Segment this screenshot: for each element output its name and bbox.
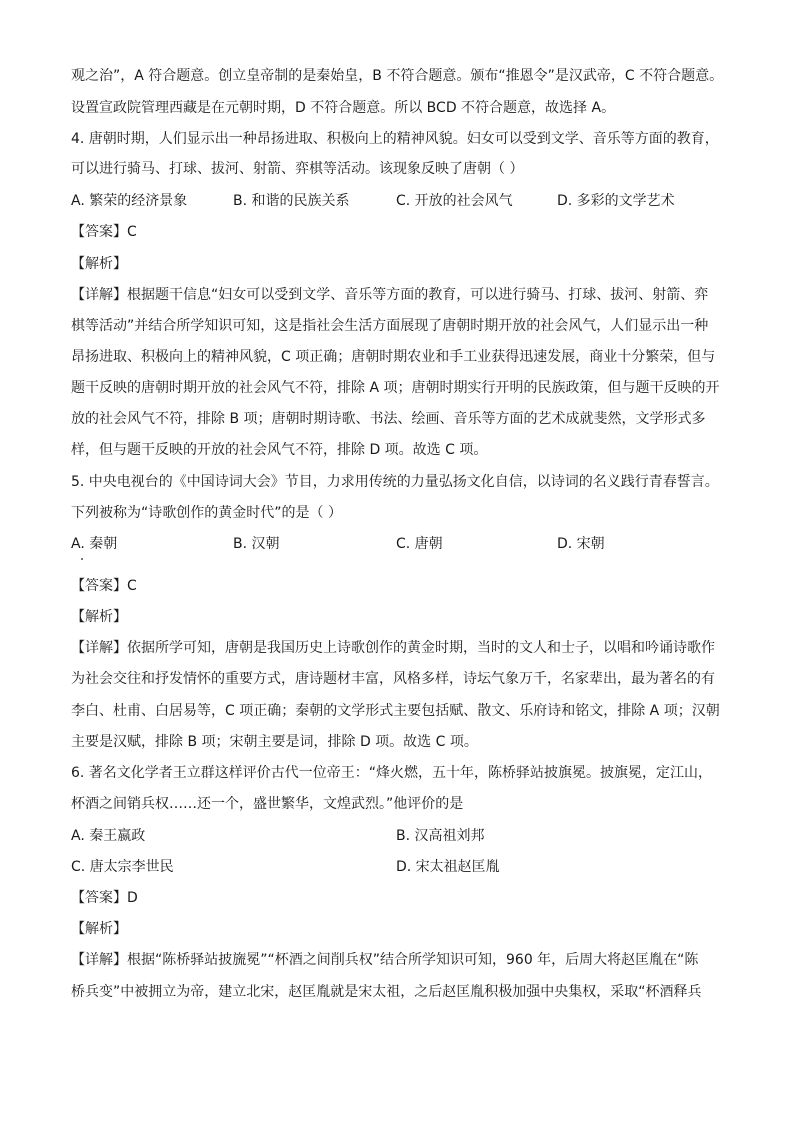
q4-option-d: D. 多彩的文学艺术 [557, 193, 675, 209]
q6-answer: 【答案】D [71, 890, 138, 906]
q6-detail-line: 桥兵变”中被拥立为帝，建立北宋，赵匡胤就是宋太祖，之后赵匡胤积极加强中央集权，采取“杯酒释兵 [71, 984, 702, 1000]
q5-detail-line: 李白、杜甫、白居易等，C 项正确；秦朝的文学形式主要包括赋、散文、乐府诗和铭文，排除 A 项；汉朝 [71, 703, 720, 719]
question-5-stem-cont: 下列被称为“诗歌创作的黄金时代”的是（ ） [71, 505, 342, 521]
question-6-stem: 6. 著名文化学者王立群这样评价古代一位帝王：“烽火燃，五十年，陈桥驿站披旗冕。披旗冕，定江山， [71, 765, 713, 781]
q5-option-c: C. 唐朝 [396, 536, 443, 552]
q5-option-a: A. 秦朝 [71, 536, 118, 552]
paragraph-line: 设置宣政院管理西藏是在元朝时期，D 不符合题意。所以 BCD 不符合题意，故选择 A。 [71, 100, 616, 116]
q4-detail-line: 放的社会风气不符，排除 B 项；唐朝时期诗歌、书法、绘画、音乐等方面的艺术成就斐然，文学形式多 [71, 411, 706, 427]
q6-option-a: A. 秦王嬴政 [71, 828, 146, 844]
q4-detail-line: 题干反映的唐朝时期开放的社会风气不符，排除 A 项；唐朝时期实行开明的民族政策，但与题干反映的开 [71, 380, 720, 396]
stray-dot-mark [81, 558, 83, 560]
q4-answer: 【答案】C [71, 224, 137, 240]
q4-analysis-label: 【解析】 [71, 256, 127, 272]
q4-option-b: B. 和谐的民族关系 [233, 193, 350, 209]
q4-detail-line: 昂扬进取、积极向上的精神风貌，C 项正确；唐朝时期农业和手工业获得迅速发展，商业十分繁荣，但与 [71, 349, 716, 365]
q5-analysis-label: 【解析】 [71, 609, 127, 625]
q6-detail-line: 【详解】根据“陈桥驿站披旒冕”“杯酒之间削兵权”结合所学知识可知，960 年，后周大将赵匡胤在“陈 [71, 952, 699, 968]
q5-answer: 【答案】C [71, 578, 137, 594]
paragraph-line: 观之治”，A 符合题意。创立皇帝制的是秦始皇，B 不符合题意。颁布“推恩令”是汉武帝，C 不符合题意。 [71, 68, 724, 84]
q6-analysis-label: 【解析】 [71, 921, 127, 937]
q4-detail-line: 棋等活动”并结合所学知识可知，这是指社会生活方面展现了唐朝时期开放的社会风气，人们显示出一种 [71, 318, 709, 334]
q6-option-b: B. 汉高祖刘邦 [396, 828, 485, 844]
q5-option-d: D. 宋朝 [557, 536, 605, 552]
q5-detail-line: 【详解】依据所学可知，唐朝是我国历史上诗歌创作的黄金时期，当时的文人和士子，以唱和吟诵诗歌作 [71, 640, 715, 656]
question-4-stem: 4. 唐朝时期，人们显示出一种昂扬进取、积极向上的精神风貌。妇女可以受到文学、音乐等方面的教育， [71, 131, 719, 147]
q5-detail-line: 主要是汉赋，排除 B 项；宋朝主要是词，排除 D 项。故选 C 项。 [71, 734, 478, 750]
q5-option-b: B. 汉朝 [233, 536, 280, 552]
q4-option-c: C. 开放的社会风气 [396, 193, 513, 209]
q6-option-c: C. 唐太宗李世民 [71, 859, 174, 875]
question-5-stem: 5. 中央电视台的《中国诗词大会》节目，力求用传统的力量弘扬文化自信，以诗词的名义践行青春誓言。 [71, 474, 719, 490]
question-6-stem-cont: 杯酒之间销兵权……还一个，盛世繁华，文煌武烈。”他评价的是 [71, 796, 464, 812]
q6-option-d: D. 宋太祖赵匡胤 [396, 859, 500, 875]
q4-detail-line: 【详解】根据题干信息“妇女可以受到文学、音乐等方面的教育，可以进行骑马、打球、拔河、射箭、弈 [71, 287, 709, 303]
q4-detail-line: 样，但与题干反映的开放的社会风气不符，排除 D 项。故选 C 项。 [71, 442, 488, 458]
question-4-stem-cont: 可以进行骑马、打球、拔河、射箭、弈棋等活动。该现象反映了唐朝（ ） [71, 161, 524, 177]
q4-option-a: A. 繁荣的经济景象 [71, 193, 188, 209]
q5-detail-line: 为社会交往和抒发情怀的重要方式，唐诗题材丰富，风格多样，诗坛气象万千，名家辈出，最为著名的有 [71, 671, 715, 687]
